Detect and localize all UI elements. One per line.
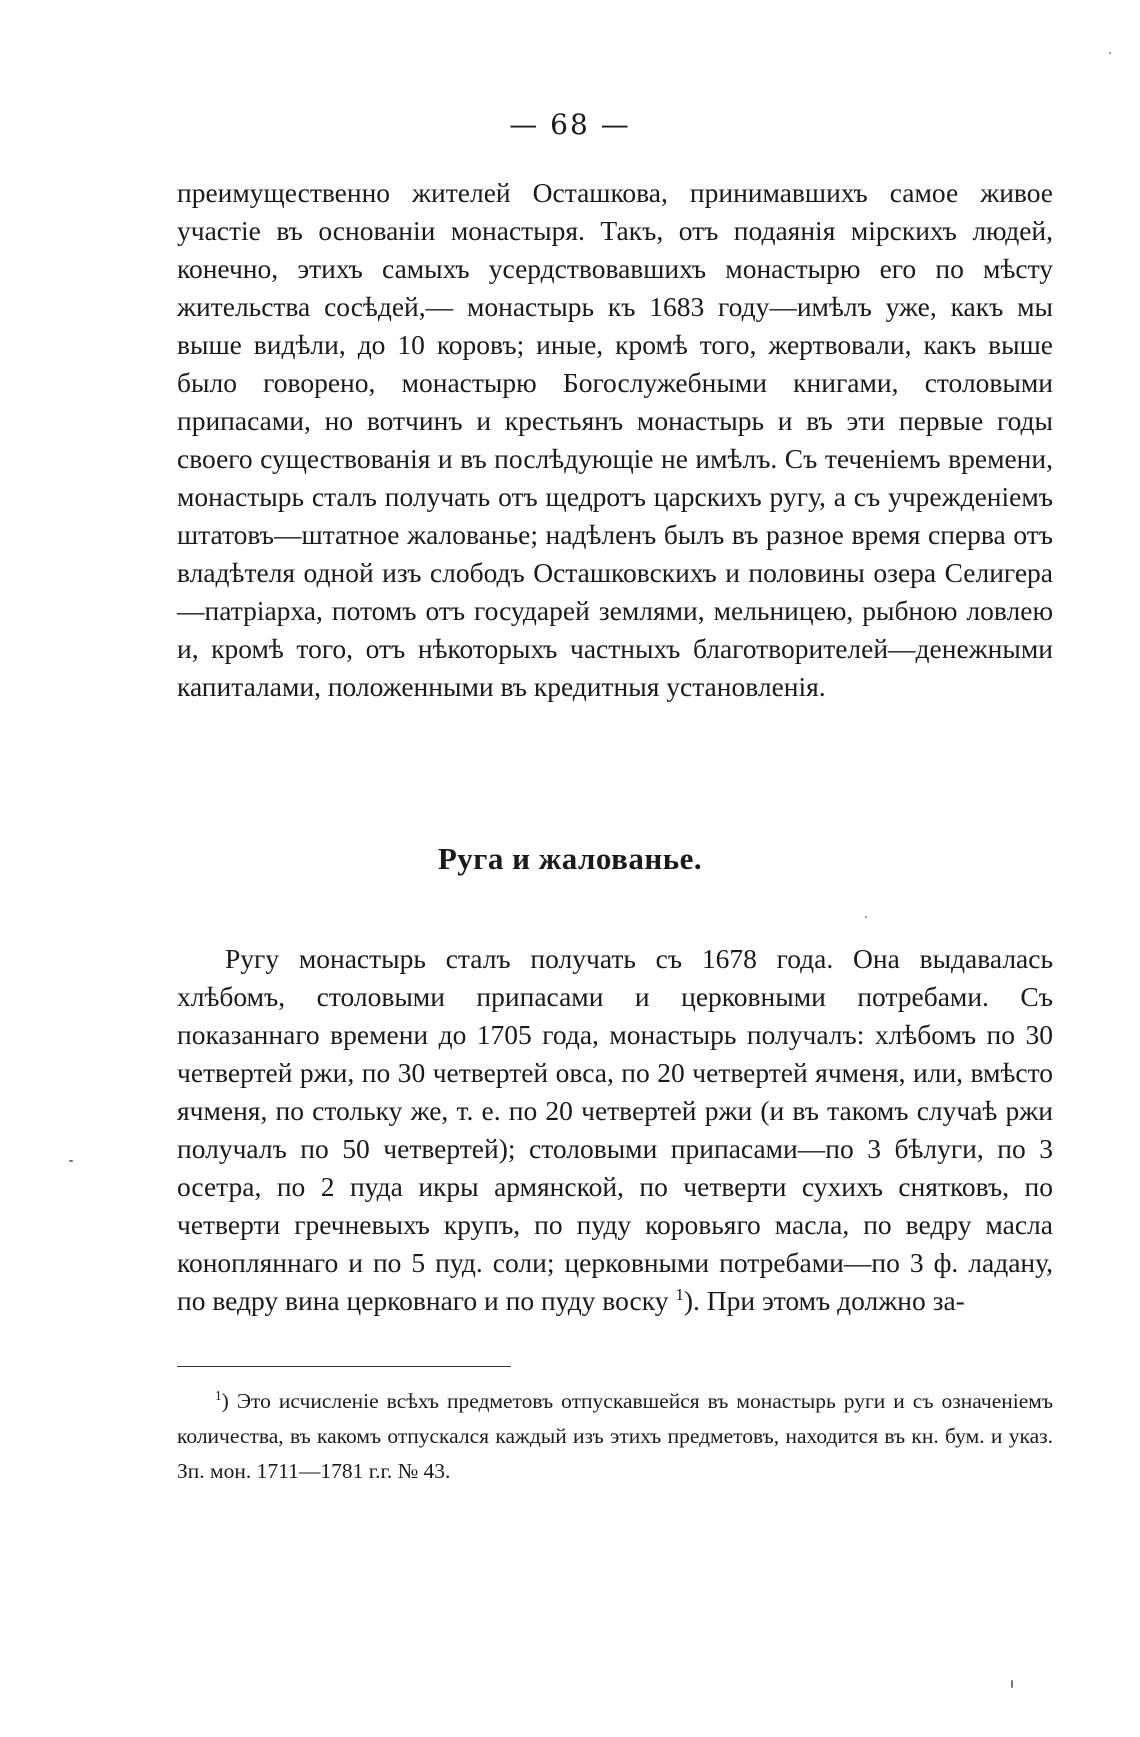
footnote	[177, 1384, 1053, 1489]
footnote-separator	[177, 1366, 511, 1367]
footnote-text: ) Это исчисленіе всѣхъ предметовъ отпускавшейся въ монастырь руги и съ означеніемъ количества, въ какомъ отпускался каждый изъ этихъ предметовъ, находится въ кн. бум. и указ. Зп. мон. 1711—1781 г.г. № 43.	[177, 1389, 1053, 1483]
body-paragraph-2	[177, 940, 1053, 1320]
scan-speck	[1109, 52, 1111, 54]
paragraph-2-text: Ругу монастырь сталъ получать съ 1678 года. Она выдавалась хлѣбомъ, столовыми припасами и церковными потребами. Съ показаннаго времени до 1705 года, монастырь получалъ: хлѣбомъ по 30 четвертей ржи, по 30 четвертей овса, по 20 четвертей ячменя, или, вмѣсто ячменя, по стольку же, т. е. по 20 четвертей ржи (и въ такомъ случаѣ ржи получалъ по 50 четвертей); столовыми припасами—по 3 бѣлуги, по 3 осетра, по 2 пуда икры армянской, по четверти сухихъ снятковъ, по четверти гречневыхъ крупъ, по пуду коровьяго масла, по ведру масла конопляннаго и по 5 пуд. соли; церковными потребами—по 3 ф. ладану, по ведру вина церковнаго и по пуду воску	[177, 943, 1053, 1316]
section-heading: Руга и жалованье.	[437, 841, 703, 876]
paragraph-2-text-end: ). При этомъ должно за-	[683, 1285, 965, 1316]
scan-speck	[69, 1160, 73, 1162]
footnote-reference: 1	[675, 1284, 684, 1304]
scan-speck	[1011, 1680, 1013, 1688]
body-paragraph-1: преимущественно жителей Осташкова, принимавшихъ самое живое участіе въ основаніи монастыря. Такъ, отъ подаянія мірскихъ людей, конечно, этихъ самыхъ усердствовавшихъ монастырю его по мѣсту жительства сосѣдей,— монастырь къ 1683 году—имѣлъ уже, какъ мы выше видѣли, до 10 коровъ; иные, кромѣ того, жертвовали, какъ выше было говорено, монастырю Богослужебными книгами, столовыми припасами, но вотчинъ и крестьянъ монастырь и въ эти первые годы своего существованія и въ послѣдующіе не имѣлъ. Съ теченіемъ времени, монастырь сталъ получать отъ щедротъ царскихъ ругу, а съ учрежденіемъ штатовъ—штатное жалованье; надѣленъ былъ въ разное время сперва отъ владѣтеля одной изъ слободъ Осташковскихъ и половины озера Селигера—патріарха, потомъ отъ государей землями, мельницею, рыбною ловлею и, кромѣ того, отъ нѣкоторыхъ частныхъ благотворителей—денежными капиталами, положенными въ кредитныя установленія.	[177, 177, 1053, 702]
page-number: — 68 —	[509, 108, 631, 141]
scan-speck	[865, 916, 867, 918]
footnote-marker: 1	[215, 1387, 222, 1403]
